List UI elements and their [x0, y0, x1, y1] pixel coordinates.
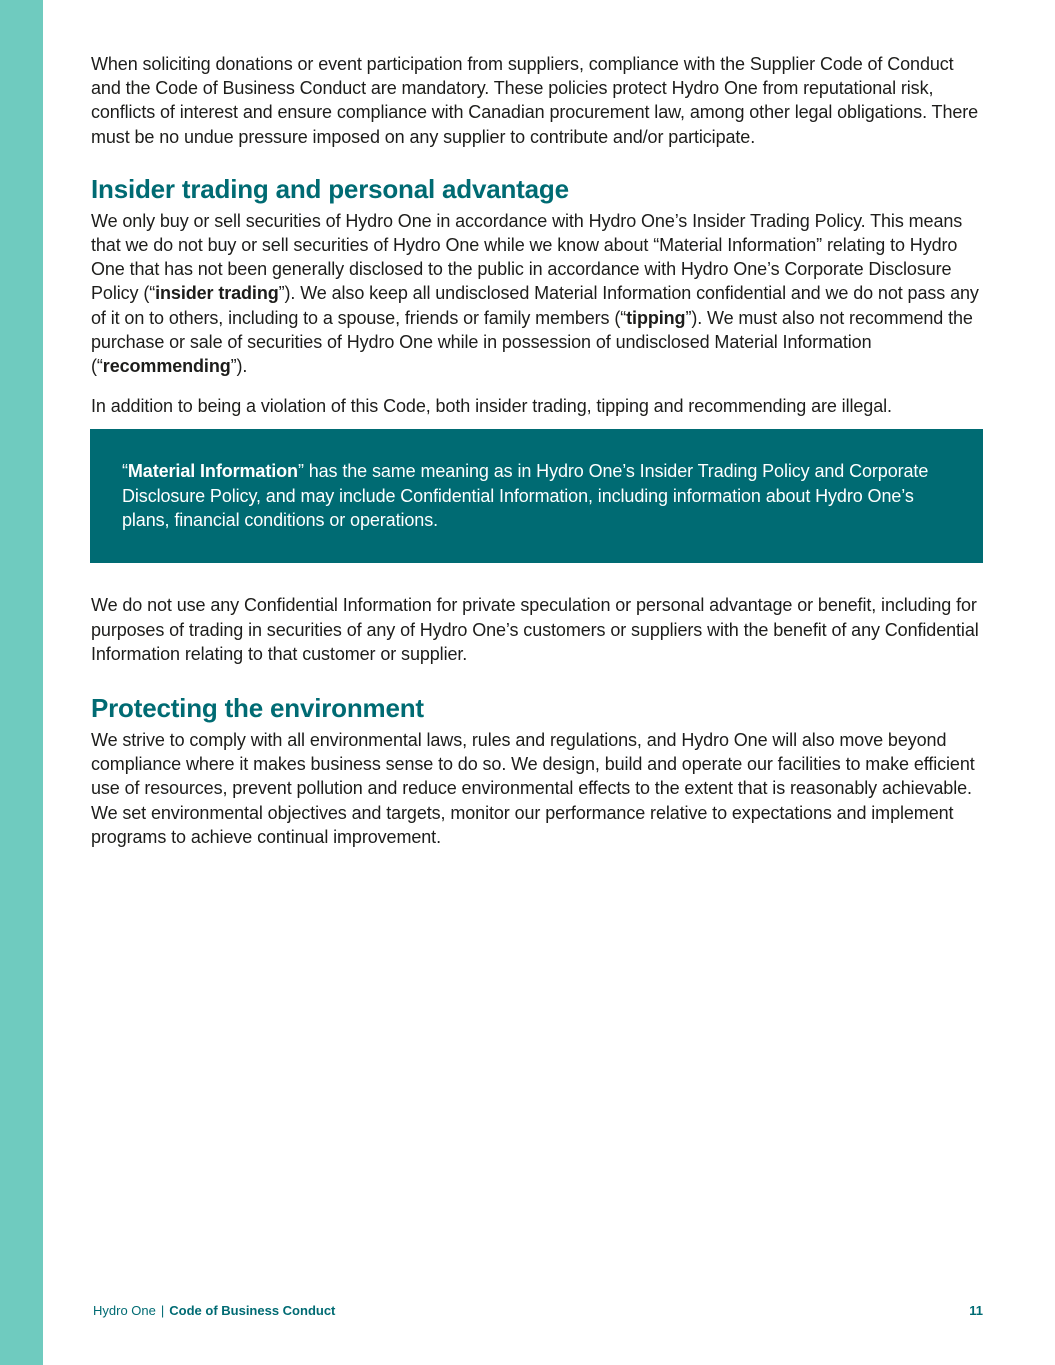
- page-footer: [93, 1303, 983, 1321]
- page-content: [91, 52, 983, 849]
- environment-heading: Protecting the environment: [91, 693, 424, 724]
- insider-text-2: ”). We also keep all undisclosed Material Information confidential and we do not pass any of it on to others, including to a spouse, friends or family members (“: [91, 283, 979, 328]
- recommending-term: recommending: [102, 356, 231, 377]
- confidential-information-paragraph: We do not use any Confidential Information for private speculation or personal advantage or benefit, including for purposes of trading in securities of any of Hydro One’s customers or suppliers with the benefit of any Confidential Information relating to that customer or supplier.: [91, 595, 979, 664]
- insider-trading-heading: Insider trading and personal advantage: [91, 173, 569, 204]
- material-information-term: Material Information: [127, 461, 298, 482]
- callout-text: [122, 459, 951, 532]
- insider-text-3: ”). We must also not recommend the purchase or sale of securities of Hydro One while in possession of undisclosed Material Information (“: [91, 307, 973, 377]
- tipping-term: tipping: [626, 307, 686, 328]
- insider-trading-paragraph: [91, 209, 983, 378]
- material-information-callout: [90, 429, 983, 563]
- page-number: 11: [969, 1303, 983, 1318]
- footer-document-title: Code of Business Conduct: [169, 1303, 336, 1318]
- intro-paragraph: When soliciting donations or event participation from suppliers, compliance with the Supplier Code of Conduct and the Code of Business Conduct are mandatory. These policies protect Hydro One from reputational risk, conflicts of interest and ensure compliance with Canadian procurement law, among other legal obligations. There must be no undue pressure imposed on any supplier to contribute and/or participate.: [91, 54, 979, 147]
- environment-paragraph: We strive to comply with all environmental laws, rules and regulations, and Hydro One will also move beyond compliance where it makes business sense to do so. We design, build and operate our facilities to make efficient use of resources, prevent pollution and reduce environmental effects to the extent that is reasonably achievable. We set environmental objectives and targets, monitor our performance relative to expectations and implement programs to achieve continual improvement.: [91, 730, 975, 847]
- insider-text-1: We only buy or sell securities of Hydro One in accordance with Hydro One’s Insider Trading Policy. This means that we do not buy or sell securities of Hydro One while we know about “Material Information” relating to Hydro One that has not been generally disclosed to the public in accordance with Hydro One’s Corporate Disclosure Policy (“: [91, 210, 963, 304]
- illegal-paragraph: In addition to being a violation of this Code, both insider trading, tipping and recommending are illegal.: [91, 396, 892, 417]
- callout-open-quote: “: [122, 461, 128, 482]
- footer-separator: |: [160, 1303, 165, 1318]
- footer-document-label: [93, 1303, 335, 1318]
- footer-company: Hydro One: [93, 1303, 156, 1318]
- insider-text-4: ”).: [230, 356, 248, 377]
- callout-definition: ” has the same meaning as in Hydro One’s Insider Trading Policy and Corporate Disclosure Policy, and may include Confidential Information, including information about Hydro One’s plans, financial conditions or operations.: [122, 461, 929, 530]
- side-accent-bar: [0, 0, 43, 1365]
- insider-trading-term: insider trading: [155, 283, 279, 304]
